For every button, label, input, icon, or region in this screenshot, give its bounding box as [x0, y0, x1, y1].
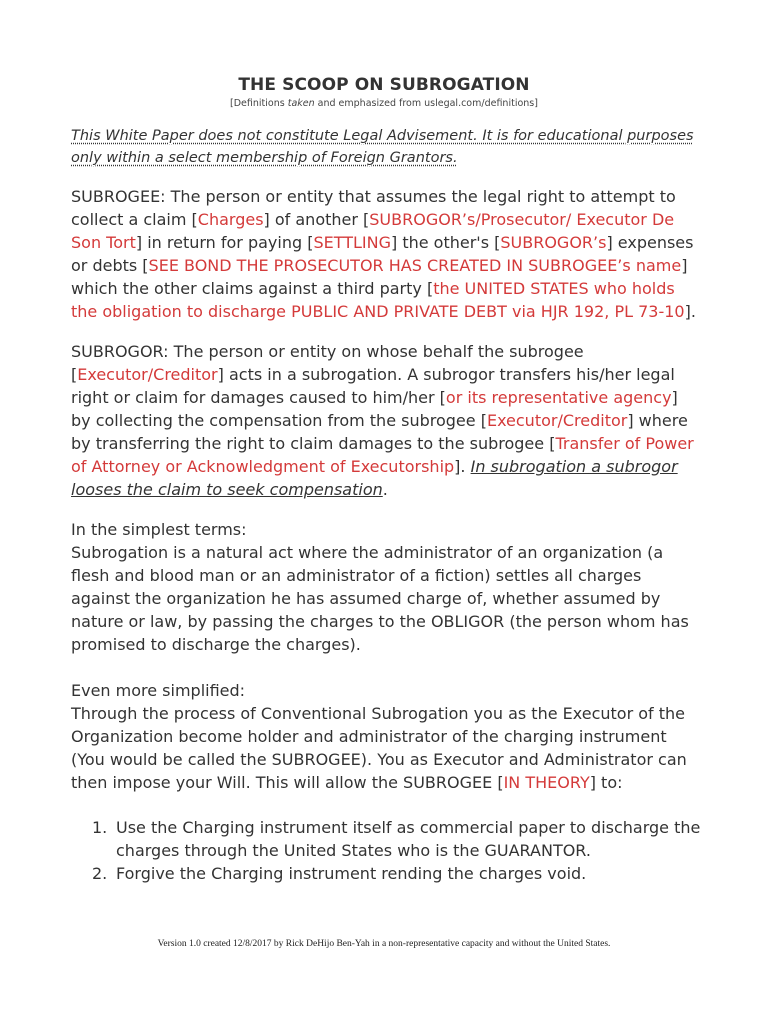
subrogee-text: ] in return for paying [ — [135, 233, 314, 252]
subrogor-text: ] acts in a subrogation. A subrogor transfers his/her legal right or claim for damages caused to him/her [ — [71, 365, 675, 407]
subtitle-text-end: and emphasized from uslegal.com/definitions] — [314, 98, 538, 109]
more-simplified-heading: Even more simplified: — [71, 681, 246, 700]
subrogor-annotation: or its representative agency — [445, 388, 672, 407]
more-simplified-section — [71, 679, 701, 794]
subrogor-definition — [71, 340, 701, 501]
simplest-terms-heading: In the simplest terms: — [71, 520, 247, 539]
more-simplified-annotation: IN THEORY — [503, 773, 590, 792]
list-item-text: Use the Charging instrument itself as commercial paper to discharge the charges through the United States who is the GUARANTOR. — [116, 818, 701, 860]
more-simplified-body: Through the process of Conventional Subrogation you as the Executor of the Organization become holder and administrator of the charging instrument (You would be called the SUBROGEE). You as Executor and Administrator can then impose your Will. This will allow the SUBROGEE [ — [71, 704, 687, 792]
disclaimer: This White Paper does not constitute Legal Advisement. It is for educational purposes only within a select membership of Foreign Grantors. — [71, 128, 694, 166]
document-subtitle — [0, 98, 768, 109]
subrogor-emphasis: In subrogation a subrogor looses the claim to seek compensation — [71, 457, 678, 499]
list-item-number: 2. — [92, 864, 108, 883]
steps-list — [71, 816, 701, 885]
subrogor-text: ]. — [454, 457, 471, 476]
subrogee-text: ] expenses or debts [ — [71, 233, 694, 275]
simplest-terms-text: Subrogation is a natural act where the administrator of an organization (a flesh and blood man or an administrator of a fiction) settles all charges against the organization he has assumed charge of, whether assumed by nature or law, by passing the charges to the OBLIGOR (the person whom has promised to discharge the charges). — [71, 543, 689, 654]
subrogor-text: . — [382, 480, 388, 499]
subrogor-text: SUBROGOR: The person or entity on whose behalf the subrogee [ — [71, 342, 584, 384]
more-simplified-body: ] to: — [589, 773, 623, 792]
subrogor-annotation: Executor/Creditor — [486, 411, 628, 430]
subtitle-emphasis: taken — [287, 98, 315, 109]
document-title: THE SCOOP ON SUBROGATION — [238, 75, 530, 95]
version-footer: Version 1.0 created 12/8/2017 by Rick DeHijo Ben-Yah in a non-representative capacity and without the United States. — [157, 939, 611, 949]
subrogee-annotation: SEE BOND THE PROSECUTOR HAS CREATED IN SUBROGEE’s name — [148, 256, 682, 275]
subrogee-text: ] which the other claims against a third party [ — [71, 256, 688, 298]
simplest-terms-section — [71, 518, 701, 656]
subrogor-annotation: Executor/Creditor — [77, 365, 218, 384]
list-item — [71, 862, 701, 885]
subrogee-text: ] the other's [ — [391, 233, 501, 252]
subrogee-annotation: Charges — [197, 210, 264, 229]
more-simplified-text — [71, 702, 701, 794]
subrogee-annotation: SETTLING — [313, 233, 391, 252]
list-item-text: Forgive the Charging instrument rending the charges void. — [116, 864, 587, 883]
subrogor-annotation: Transfer of Power of Attorney or Acknowledgment of Executorship — [71, 434, 694, 476]
subrogee-text: ]. — [684, 302, 696, 321]
list-item-number: 1. — [92, 818, 108, 837]
subrogee-annotation: the UNITED STATES who holds the obligation to discharge PUBLIC AND PRIVATE DEBT via HJR 192, PL 73-10 — [71, 279, 685, 321]
subrogor-text: ] by collecting the compensation from the subrogee [ — [71, 388, 678, 430]
subrogee-annotation: SUBROGOR’s — [500, 233, 607, 252]
subrogee-text: SUBROGEE: The person or entity that assumes the legal right to attempt to collect a claim [ — [71, 187, 676, 229]
subrogee-text: ] of another [ — [263, 210, 370, 229]
subrogor-text: ] where by transferring the right to claim damages to the subrogee [ — [71, 411, 688, 453]
subrogee-annotation: SUBROGOR’s/Prosecutor/ Executor De Son Tort — [71, 210, 675, 252]
subrogee-definition — [71, 185, 701, 323]
list-item — [71, 816, 701, 862]
subtitle-text-start: [Definitions — [230, 98, 288, 109]
